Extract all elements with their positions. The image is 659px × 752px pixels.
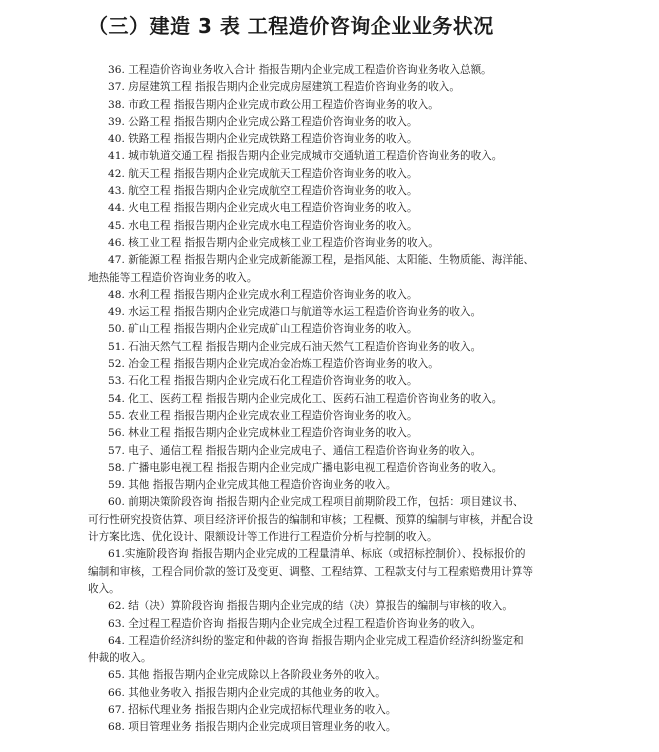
- definition-entry: 66. 其他业务收入 指报告期内企业完成的其他业务的收入。: [108, 686, 386, 699]
- definition-continuation: 编制和审核，工程合同价款的签订及变更、调整、工程结算、工程款支付与工程索赔费用计算等: [88, 565, 533, 578]
- definition-entry: 68. 项目管理业务 指报告期内企业完成项目管理业务的收入。: [108, 721, 397, 734]
- definition-entry: 60. 前期决策阶段咨询 指报告期内企业完成工程项目前期阶段工作，包括：项目建议书、: [108, 496, 524, 509]
- definition-entry: 40. 铁路工程 指报告期内企业完成铁路工程造价咨询业务的收入。: [108, 133, 418, 146]
- definition-entry: 44. 火电工程 指报告期内企业完成火电工程造价咨询业务的收入。: [108, 202, 418, 215]
- definition-entry: 56. 林业工程 指报告期内企业完成林业工程造价咨询业务的收入。: [108, 427, 418, 440]
- definition-entry: 64. 工程造价经济纠纷的鉴定和仲裁的咨询 指报告期内企业完成工程造价经济纠纷鉴定和: [108, 634, 524, 647]
- definition-entry: 46. 核工业工程 指报告期内企业完成核工业工程造价咨询业务的收入。: [108, 236, 439, 249]
- definition-continuation: 计方案比选、优化设计、限额设计等工作进行工程造价分析与控制的收入。: [88, 531, 438, 544]
- definition-continuation: 仲裁的收入。: [88, 652, 152, 665]
- definition-entry: 37. 房屋建筑工程 指报告期内企业完成房屋建筑工程造价咨询业务的收入。: [108, 81, 460, 94]
- definition-entry: 62. 结（决）算阶段咨询 指报告期内企业完成的结（决）算报告的编制与审核的收入。: [108, 600, 513, 613]
- definition-continuation: 地热能等工程造价咨询业务的收入。: [88, 271, 258, 284]
- definition-continuation: 收入。: [88, 582, 120, 595]
- definition-entry: 42. 航天工程 指报告期内企业完成航天工程造价咨询业务的收入。: [108, 167, 418, 180]
- definition-entry: 53. 石化工程 指报告期内企业完成石化工程造价咨询业务的收入。: [108, 375, 418, 388]
- definition-continuation: 可行性研究投资估算、项目经济评价报告的编制和审核；工程概、预算的编制与审核，并配合设: [88, 513, 533, 526]
- definition-entry: 49. 水运工程 指报告期内企业完成港口与航道等水运工程造价咨询业务的收入。: [108, 306, 482, 319]
- definition-entry: 58. 广播电影电视工程 指报告期内企业完成广播电影电视工程造价咨询业务的收入。: [108, 461, 503, 474]
- definition-entry: 55. 农业工程 指报告期内企业完成农业工程造价咨询业务的收入。: [108, 409, 418, 422]
- definition-entry: 63. 全过程工程造价咨询 指报告期内企业完成全过程工程造价咨询业务的收入。: [108, 617, 482, 630]
- definition-entry: 50. 矿山工程 指报告期内企业完成矿山工程造价咨询业务的收入。: [108, 323, 418, 336]
- definition-entry: 65. 其他 指报告期内企业完成除以上各阶段业务外的收入。: [108, 669, 386, 682]
- definition-entry: 41. 城市轨道交通工程 指报告期内企业完成城市交通轨道工程造价咨询业务的收入。: [108, 150, 503, 163]
- definition-entry: 48. 水利工程 指报告期内企业完成水利工程造价咨询业务的收入。: [108, 288, 418, 301]
- definition-entry: 52. 冶金工程 指报告期内企业完成冶金冶炼工程造价咨询业务的收入。: [108, 358, 439, 371]
- definition-entry: 45. 水电工程 指报告期内企业完成水电工程造价咨询业务的收入。: [108, 219, 418, 232]
- definition-entry: 47. 新能源工程 指报告期内企业完成新能源工程，是指风能、太阳能、生物质能、海洋能、: [108, 254, 535, 267]
- definition-entry: 57. 电子、通信工程 指报告期内企业完成电子、通信工程造价咨询业务的收入。: [108, 444, 482, 457]
- page-title: （三）建造 3 表 工程造价咨询企业业务状况: [88, 14, 494, 38]
- definition-list: [0, 62, 659, 737]
- definition-entry: 38. 市政工程 指报告期内企业完成市政公用工程造价咨询业务的收入。: [108, 98, 439, 111]
- definition-entry: 36. 工程造价咨询业务收入合计 指报告期内企业完成工程造价咨询业务收入总额。: [108, 64, 492, 76]
- definition-entry: 43. 航空工程 指报告期内企业完成航空工程造价咨询业务的收入。: [108, 185, 418, 198]
- definition-entry: 67. 招标代理业务 指报告期内企业完成招标代理业务的收入。: [108, 703, 397, 716]
- definition-entry: 59. 其他 指报告期内企业完成其他工程造价咨询业务的收入。: [108, 479, 397, 492]
- definition-entry: 54. 化工、医药工程 指报告期内企业完成化工、医药石油工程造价咨询业务的收入。: [108, 392, 503, 405]
- definition-entry: 51. 石油天然气工程 指报告期内企业完成石油天然气工程造价咨询业务的收入。: [108, 340, 482, 353]
- definition-entry: 39. 公路工程 指报告期内企业完成公路工程造价咨询业务的收入。: [108, 115, 418, 128]
- definition-entry: 61.实施阶段咨询 指报告期内企业完成的工程量清单、标底（或招标控制价）、投标报价的: [108, 548, 526, 561]
